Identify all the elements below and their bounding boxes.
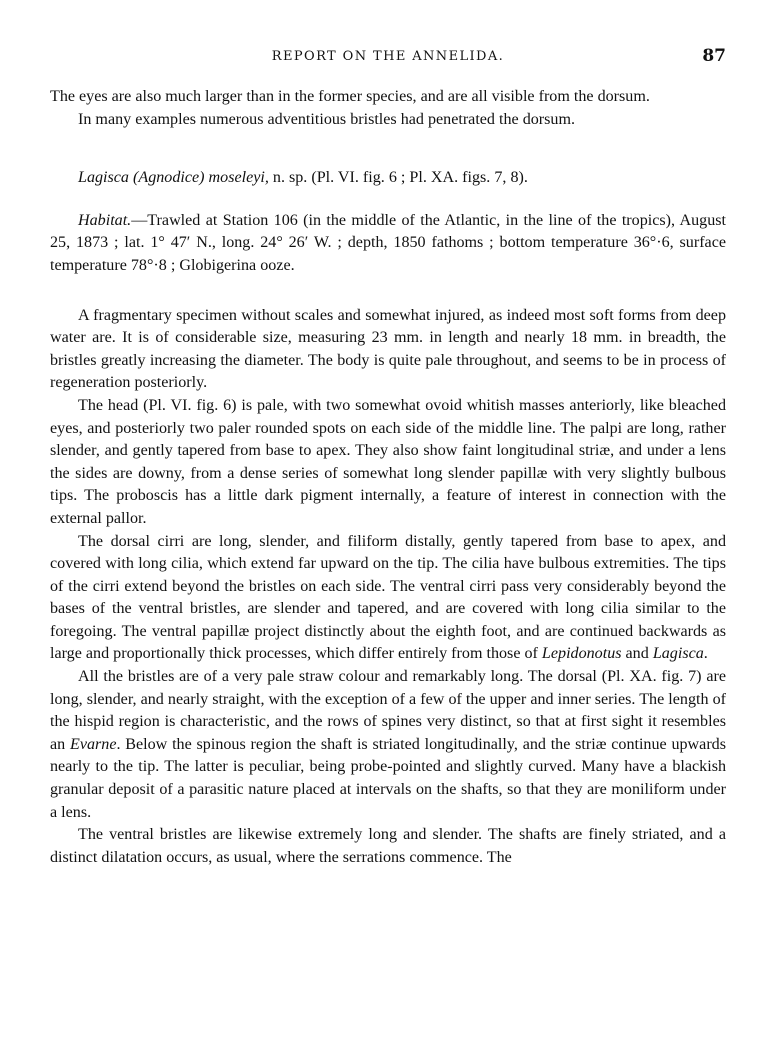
habitat-label: Habitat. (78, 211, 132, 229)
page-number: 87 (702, 46, 726, 66)
paragraph-eyes: The eyes are also much larger than in the former species, and are all visible from the dorsum. (50, 88, 650, 105)
paragraph-bristles (50, 666, 726, 824)
bristles-text: All the bristles are of a very pale straw colour and remarkably long. The dorsal (Pl. XA. fig. 7) are long, slender, and nearly straight, with the exception of a few of the upper and inner series. The length of the hispid region is characteristic, and the rows of spines very distinct, so that at first sight it resembles an (50, 668, 726, 753)
species-genus: Lagisca (78, 169, 129, 187)
genus-lepidonotus: Lepidonotus (541, 645, 622, 663)
species-heading (50, 167, 726, 190)
cirri-and: and (621, 645, 653, 663)
habitat-paragraph (50, 210, 726, 278)
species-subgenus: (Agnodice) (133, 169, 205, 187)
page-body (50, 86, 726, 869)
bristles-rest: . Below the spinous region the shaft is striated longitudinally, and the striæ continue upwards nearly to the tip. The latter is peculiar, being probe-pointed and slightly curved. Many have a blackish granular deposit of a parasitic nature placed at intervals on the shafts, so that they are moniliform under a lens. (50, 735, 726, 821)
genus-lagisca: Lagisca (652, 645, 704, 663)
running-title: REPORT ON THE ANNELIDA. (271, 49, 505, 64)
page-header (50, 46, 726, 68)
cirri-text: The dorsal cirri are long, slender, and filiform distally, gently tapered from base to apex, and covered with long cilia, which extend far upward on the tip. The cilia have bulbous extremities. The tips of the cirri extend beyond the bristles on each side. The ventral cirri pass very considerably beyond the bases of the ventral bristles, are slender and tapered, and are covered with long cilia similar to the foregoing. The ventral papillæ project distinctly about the eighth foot, and are continued backwards as large and proportionally thick processes, which differ entirely from those of (50, 532, 726, 663)
species-reference: n. sp. (Pl. VI. fig. 6 ; Pl. XA. figs. 7, 8). (268, 169, 528, 187)
cirri-end: . (703, 645, 708, 663)
genus-evarne: Evarne (69, 735, 117, 753)
paragraph-specimen: A fragmentary specimen without scales and somewhat injured, as indeed most soft forms from deep water are. It is of considerable size, measuring 23 mm. in length and nearly 18 mm. in breadth, the bristles greatly increasing the diameter. The body is quite pale throughout, and seems to be in process of regeneration posteriorly. (50, 306, 726, 392)
paragraph-head: The head (Pl. VI. fig. 6) is pale, with two somewhat ovoid whitish masses anteriorly, like bleached eyes, and posteriorly two paler rounded spots on each side of the middle line. The palpi are long, rather slender, and gently tapered from base to apex. They also show faint longitudinal striæ, and under a lens the sides are downy, from a dense series of somewhat long slender papillæ with very slightly bulbous tips. The proboscis has a little dark pigment internally, a feature of interest in connection with the external pallor. (50, 396, 726, 527)
species-name: moseleyi, (208, 169, 269, 187)
paragraph-ventral-bristles: The ventral bristles are likewise extremely long and slender. The shafts are finely striated, and a distinct dilatation occurs, as usual, where the serrations commence. The (50, 826, 726, 866)
paragraph-cirri (50, 531, 726, 667)
paragraph-bristles-dorsum: In many examples numerous adventitious bristles had penetrated the dorsum. (78, 110, 575, 128)
habitat-text: —Trawled at Station 106 (in the middle of the Atlantic, in the line of the tropics), August 25, 1873 ; lat. 1° 47′ N., long. 24° 26′ W. ; depth, 1850 fathoms ; bottom temperature 36°·6, surface temperature 78°·8 ; Globigerina ooze. (50, 211, 726, 274)
